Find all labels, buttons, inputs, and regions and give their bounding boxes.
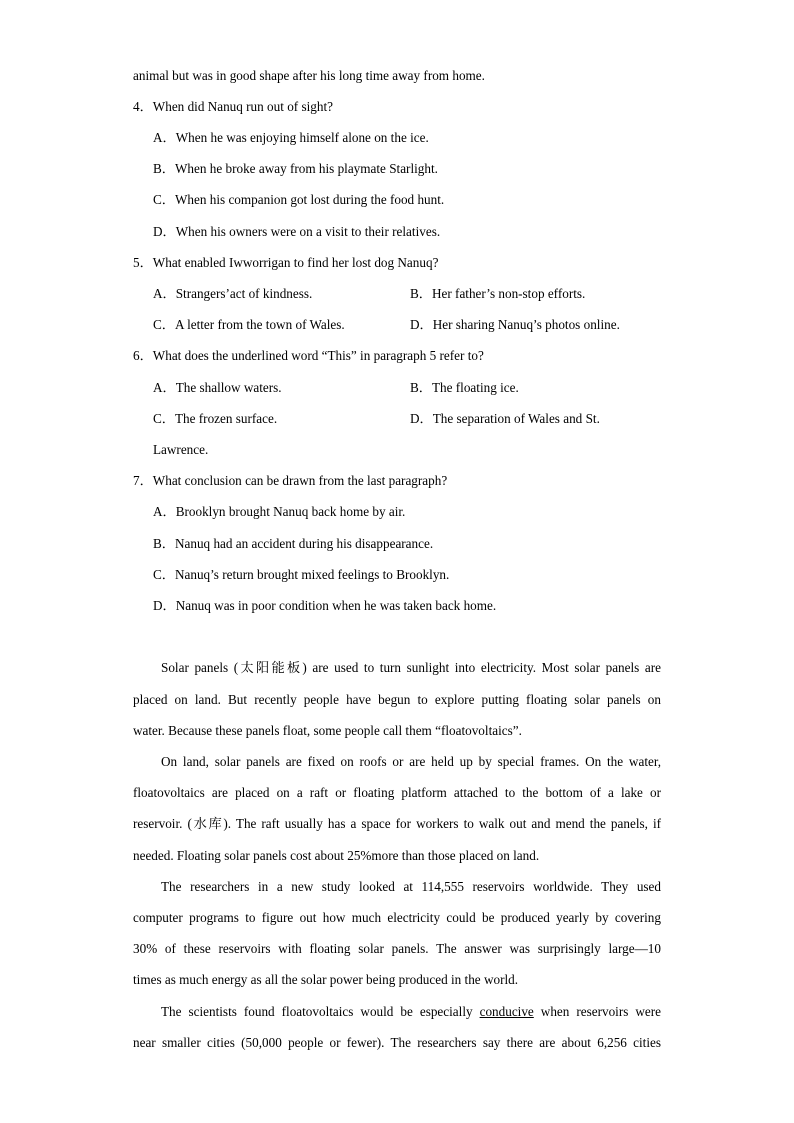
passage-p2-line-3: reservoir. (水库). The raft usually has a space for workers to walk out and mend the panels, if [133,816,661,831]
question-7-option-b: B．Nanuq had an accident during his disappearance. [153,536,434,551]
passage-p1-line-1: Solar panels (太阳能板) are used to turn sunlight into electricity. Most solar panels are [161,660,661,675]
underlined-word-conducive: conducive [479,1004,534,1019]
passage-p4-text-a: The scientists found floatovoltaics would be especially [161,1004,480,1019]
passage-p3-line-4: times as much energy as all the solar power being produced in the world. [133,972,519,987]
question-6-option-d-wrap: Lawrence. [153,442,209,457]
question-5-option-c: C．A letter from the town of Wales. [153,317,345,332]
question-6-option-c: C．The frozen surface. [153,411,278,426]
question-6-stem: 6．What does the underlined word “This” in paragraph 5 refer to? [133,348,484,363]
question-4-option-a: A．When he was enjoying himself alone on the ice. [153,130,429,145]
question-4-option-c: C．When his companion got lost during the food hunt. [153,192,445,207]
question-5-option-d: D．Her sharing Nanuq’s photos online. [410,317,620,332]
question-5-stem: 5．What enabled Iwworrigan to find her lost dog Nanuq? [133,255,439,270]
question-4-option-b: B．When he broke away from his playmate Starlight. [153,161,438,176]
question-7-option-c: C．Nanuq’s return brought mixed feelings to Brooklyn. [153,567,450,582]
passage-p3-line-1: The researchers in a new study looked at 114,555 reservoirs worldwide. They used [161,879,661,894]
question-6-option-b: B．The floating ice. [410,380,519,395]
passage-p1-line-2: placed on land. But recently people have begun to explore putting floating solar panels on [133,692,661,707]
passage-p2-line-4: needed. Floating solar panels cost about 25%more than those placed on land. [133,848,540,863]
question-6-option-d: D．The separation of Wales and St. [410,411,600,426]
passage-p4-line-2: near smaller cities (50,000 people or fewer). The researchers say there are about 6,256 cities [133,1035,661,1050]
passage-p3-line-2: computer programs to figure out how much electricity could be produced yearly by covering [133,910,661,925]
question-4-option-d: D．When his owners were on a visit to their relatives. [153,224,441,239]
question-5-option-b: B．Her father’s non-stop efforts. [410,286,586,301]
passage-p2-line-1: On land, solar panels are fixed on roofs or are held up by special frames. On the water, [161,754,661,769]
passage-p4-text-b: when reservoirs were [533,1004,661,1019]
passage-p4-line-1 [161,1003,661,1021]
question-5-option-a: A．Strangers’act of kindness. [153,286,313,301]
question-7-option-d: D．Nanuq was in poor condition when he was taken back home. [153,598,497,613]
question-7-stem: 7．What conclusion can be drawn from the last paragraph? [133,473,448,488]
passage-p3-line-3: 30% of these reservoirs with floating solar panels. The answer was surprisingly large—10 [133,941,661,956]
question-4-stem: 4．When did Nanuq run out of sight? [133,99,333,114]
passage-p1-line-3: water. Because these panels float, some people call them “floatovoltaics”. [133,723,522,738]
passage-continuation-line: animal but was in good shape after his long time away from home. [133,68,485,83]
question-6-option-a: A．The shallow waters. [153,380,282,395]
question-7-option-a: A．Brooklyn brought Nanuq back home by air. [153,504,406,519]
passage-p2-line-2: floatovoltaics are placed on a raft or floating platform attached to the bottom of a lake or [133,785,661,800]
